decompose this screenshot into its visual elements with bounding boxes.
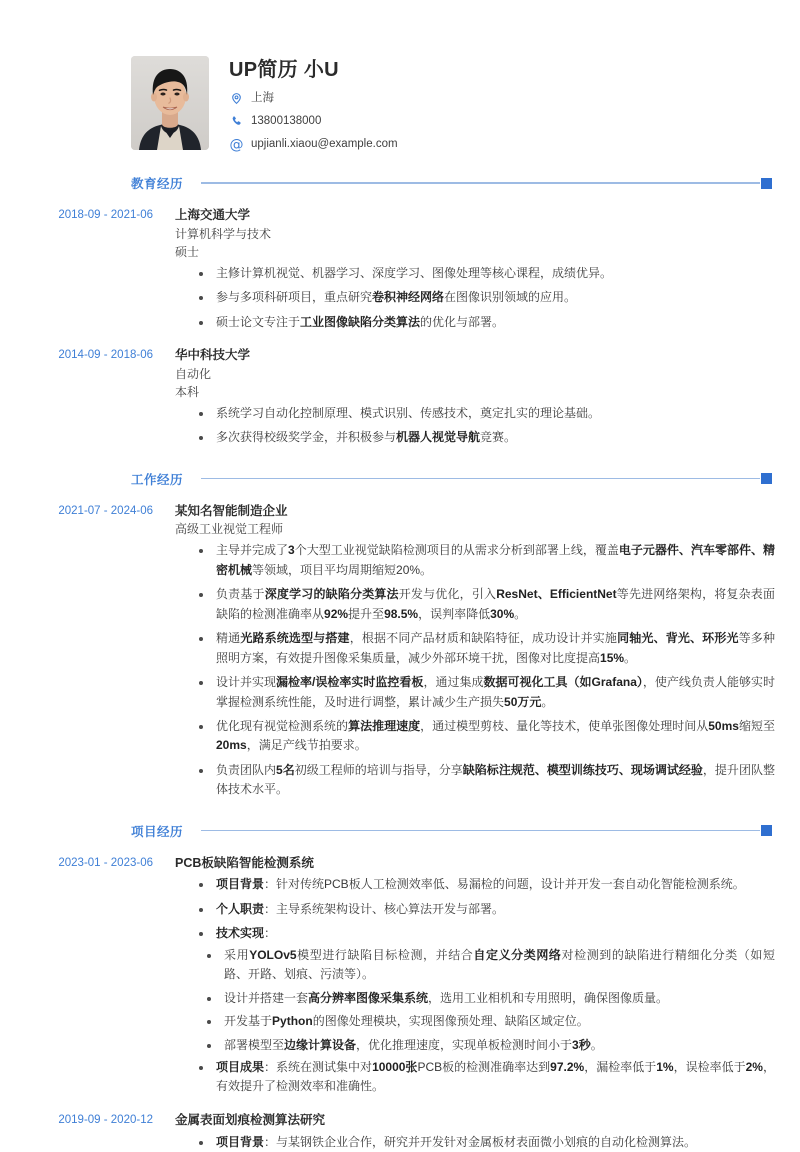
location-pin-icon <box>229 91 244 106</box>
page-title: UP简历 小U <box>229 59 339 81</box>
entry-date: 2014-09 - 2018-06 <box>58 349 153 362</box>
bullet-text: ：主导系统架构设计、核心算法开发与部署。 <box>264 901 505 916</box>
bullet-emphasis: 项目成果 <box>216 1059 265 1074</box>
bullet-emphasis: 30% <box>490 606 515 621</box>
bullet-item <box>205 946 775 985</box>
bullet-list <box>175 264 775 332</box>
bullet-text: ： <box>264 926 277 941</box>
entry-date: 2019-09 - 2020-12 <box>58 1113 153 1126</box>
bullet-text: ，漏检率低于 <box>584 1059 657 1074</box>
bullet-item <box>197 1058 775 1097</box>
contact-location <box>229 91 398 106</box>
bullet-text: 主导并完成了 <box>216 543 289 558</box>
bullet-list <box>175 404 775 448</box>
bullet-emphasis: 算法推理速度 <box>348 718 421 733</box>
bullet-emphasis: 20ms <box>216 738 247 753</box>
bullet-text: 等多种照明方案，有效提升图像采集质量，减少外部环境干扰，图像对比度提高 <box>216 631 775 665</box>
bullet-emphasis: 工业图像缺陷分类算法 <box>300 314 421 329</box>
bullet-item <box>197 428 775 447</box>
bullet-text: ，提升团队整体技术水平。 <box>216 762 775 797</box>
entry-subtitle-2: 硕士 <box>175 244 200 259</box>
entry-date: 2018-09 - 2021-06 <box>58 209 153 221</box>
bullet-item <box>197 673 775 712</box>
bullet-text: 系统学习自动化控制原理、模式识别、传感技术，奠定扎实的理论基础。 <box>216 405 601 420</box>
bullet-text: ，通过集成 <box>423 675 484 690</box>
bullet-text: ，有效提升了检测效率和准确性。 <box>216 1059 775 1094</box>
contact-phone <box>229 114 398 129</box>
bullet-emphasis: 个人职责 <box>216 901 265 916</box>
bullet-text: 部署模型至 <box>224 1037 285 1052</box>
bullet-emphasis: 92% <box>324 606 349 621</box>
bullet-emphasis: 边缘计算设备 <box>284 1037 357 1052</box>
section-title: 工作经历 <box>131 472 184 487</box>
entry-body <box>175 502 775 800</box>
bullet-text: ：与某钢铁企业合作，研究并开发针对金属板材表面微小划痕的自动化检测算法。 <box>264 1134 697 1149</box>
section-projects <box>0 822 800 1152</box>
bullet-list-after <box>175 1058 775 1097</box>
entry-body <box>175 346 775 448</box>
avatar <box>131 56 209 150</box>
bullet-emphasis: 技术实现 <box>216 926 265 941</box>
section-divider <box>201 478 760 480</box>
email-value: upjianli.xiaou@example.com <box>251 138 398 151</box>
entry-subtitle-1: 计算机科学与技术 <box>175 226 272 241</box>
bullet-text: 负责基于 <box>216 587 265 602</box>
bullet-text: 多次获得校级奖学金，并积极参与 <box>216 430 397 445</box>
bullet-emphasis: 缺陷标注规范、模型训练技巧、现场调试经验 <box>462 762 703 777</box>
bullet-text: 。 <box>624 650 637 665</box>
bullet-emphasis: 项目背景 <box>216 877 265 892</box>
phone-value: 13800138000 <box>251 115 322 128</box>
bullet-text: 参与多项科研项目，重点研究 <box>216 290 373 305</box>
bullet-text: 对检测到的缺陷进行精细化分类（如短路、开路、划痕、污渍等）。 <box>224 947 775 982</box>
bullet-text: 精通 <box>216 631 241 646</box>
bullet-text: 。 <box>514 606 527 621</box>
bullet-item <box>205 1036 775 1055</box>
bullet-text: ，选用工业相机和专用照明，确保图像质量。 <box>428 990 669 1005</box>
entry-body <box>175 206 775 332</box>
bullet-emphasis: 10000张 <box>372 1059 418 1074</box>
section-header <box>0 470 800 488</box>
bullet-text: 负责团队内 <box>216 762 277 777</box>
resume-sections <box>0 174 800 1152</box>
bullet-item <box>197 717 775 756</box>
bullet-emphasis: ResNet、EfficientNet <box>496 587 617 602</box>
resume-entry <box>0 854 800 1097</box>
bullet-item <box>197 404 775 423</box>
bullet-item <box>197 875 775 894</box>
bullet-emphasis: 15% <box>600 650 625 665</box>
entry-date: 2023-01 - 2023-06 <box>58 856 153 869</box>
bullet-emphasis: 机器人视觉导航 <box>396 430 481 445</box>
bullet-emphasis: 卷积神经网络 <box>372 290 445 305</box>
entry-subtitle-1: 自动化 <box>175 366 212 381</box>
bullet-text: 。 <box>541 694 554 709</box>
bullet-emphasis: 50ms <box>708 718 739 733</box>
contact-email <box>229 137 398 152</box>
header-info <box>229 56 398 152</box>
section-education <box>0 174 800 448</box>
entry-title: PCB板缺陷智能检测系统 <box>175 855 314 870</box>
bullet-text: 。 <box>590 1037 603 1052</box>
bullet-text: 主修计算机视觉、机器学习、深度学习、图像处理等核心课程，成绩优异。 <box>216 265 613 280</box>
bullet-item <box>197 629 775 668</box>
bullet-emphasis: YOLOv5 <box>249 947 297 962</box>
entry-subtitle-1: 高级工业视觉工程师 <box>175 522 284 537</box>
bullet-text: ，误判率降低 <box>418 606 491 621</box>
at-email-icon: @ <box>229 136 244 153</box>
bullet-text: 缩短至 <box>738 718 775 733</box>
section-marker-square <box>761 178 772 189</box>
bullet-emphasis: Python <box>272 1014 313 1029</box>
bullet-text: ，满足产线节拍要求。 <box>246 738 367 753</box>
entry-title: 金属表面划痕检测算法研究 <box>175 1112 326 1127</box>
bullet-item <box>197 900 775 919</box>
bullet-emphasis: 自定义分类网络 <box>473 947 562 962</box>
bullet-list <box>175 541 775 799</box>
section-marker-square <box>761 825 772 836</box>
section-divider <box>201 182 760 184</box>
bullet-emphasis: 电子元器件、汽车零部件、精密机械 <box>216 543 775 577</box>
bullet-emphasis: 高分辨率图像采集系统 <box>308 990 429 1005</box>
bullet-list <box>175 875 775 943</box>
location-value: 上海 <box>251 92 274 105</box>
resume-entry <box>0 206 800 332</box>
bullet-text: 硕士论文专注于 <box>216 314 301 329</box>
bullet-text: ，误检率低于 <box>673 1059 746 1074</box>
bullet-text: PCB板的检测准确率达到 <box>417 1059 551 1074</box>
entry-date: 2021-07 - 2024-06 <box>58 504 153 517</box>
bullet-item <box>197 313 775 332</box>
bullet-emphasis: 3秒 <box>572 1037 591 1052</box>
bullet-emphasis: 深度学习的缺陷分类算法 <box>264 587 399 602</box>
bullet-emphasis: 光路系统选型与搭建 <box>240 631 350 646</box>
resume-header <box>0 0 800 152</box>
bullet-item <box>197 264 775 283</box>
resume-entry <box>0 502 800 800</box>
bullet-text: 初级工程师的培训与指导，分享 <box>294 762 463 777</box>
resume-entry <box>0 1111 800 1152</box>
bullet-item <box>205 1012 775 1031</box>
sub-bullet-list <box>175 946 775 1055</box>
bullet-text: 提升至 <box>348 606 385 621</box>
bullet-text: 个大型工业视觉缺陷检测项目的从需求分析到部署上线，覆盖 <box>294 543 619 558</box>
bullet-text: 竞赛。 <box>480 430 517 445</box>
entry-subtitle-2: 本科 <box>175 384 200 399</box>
entry-body <box>175 1111 775 1152</box>
bullet-text: 开发基于 <box>224 1014 273 1029</box>
bullet-emphasis: 漏检率/误检率实时监控看板 <box>276 675 424 690</box>
bullet-emphasis: 97.2% <box>550 1059 585 1074</box>
bullet-text: 采用 <box>224 947 250 962</box>
phone-icon <box>229 114 244 129</box>
bullet-text: ：针对传统PCB板人工检测效率低、易漏检的问题，设计并开发一套自动化智能检测系统。 <box>264 877 745 892</box>
bullet-emphasis: 同轴光、背光、环形光 <box>617 631 739 646</box>
bullet-emphasis: 数据可视化工具（如Grafana） <box>483 675 643 690</box>
bullet-text: 在图像识别领域的应用。 <box>444 290 577 305</box>
bullet-text: 的优化与部署。 <box>420 314 505 329</box>
bullet-emphasis: 98.5% <box>384 606 419 621</box>
section-work <box>0 470 800 800</box>
section-divider <box>201 830 760 832</box>
bullet-text: 开发与优化，引入 <box>398 587 497 602</box>
bullet-item <box>197 541 775 580</box>
bullet-emphasis: 1% <box>656 1059 674 1074</box>
bullet-emphasis: 项目背景 <box>216 1134 265 1149</box>
bullet-item <box>205 989 775 1008</box>
section-title: 项目经历 <box>131 824 184 839</box>
section-header <box>0 822 800 840</box>
section-marker-square <box>761 473 772 484</box>
bullet-item <box>197 761 775 800</box>
entry-title: 华中科技大学 <box>175 348 251 363</box>
bullet-item <box>197 288 775 307</box>
bullet-text: ：系统在测试集中对 <box>264 1059 373 1074</box>
bullet-list <box>175 1133 775 1152</box>
section-header <box>0 174 800 192</box>
bullet-emphasis: 50万元 <box>504 694 542 709</box>
bullet-text: ，使产线负责人能够实时掌握检测系统性能，及时进行调整，累计减少生产损失 <box>216 675 775 709</box>
bullet-text: 设计并搭建一套 <box>224 990 309 1005</box>
bullet-text: 优化现有视觉检测系统的 <box>216 718 349 733</box>
entry-body <box>175 854 775 1097</box>
bullet-emphasis: 3 <box>288 543 295 558</box>
section-title: 教育经历 <box>131 177 184 191</box>
bullet-text: 等领域，项目平均周期缩短20%。 <box>252 562 433 577</box>
entry-title: 某知名智能制造企业 <box>175 503 288 518</box>
bullet-text: ，通过模型剪枝、量化等技术，使单张图像处理时间从 <box>420 718 709 733</box>
bullet-text: 设计并实现 <box>216 675 277 690</box>
entry-title: 上海交通大学 <box>175 208 251 222</box>
bullet-item <box>197 585 775 624</box>
bullet-item <box>197 1133 775 1152</box>
bullet-item <box>197 924 775 943</box>
bullet-text: 等先进网络架构，将复杂表面缺陷的检测准确率从 <box>216 587 775 621</box>
bullet-text: ，根据不同产品材质和缺陷特征，成功设计并实施 <box>349 631 618 646</box>
bullet-text: 模型进行缺陷目标检测，并结合 <box>296 947 474 962</box>
bullet-emphasis: 2% <box>745 1059 763 1074</box>
resume-entry <box>0 346 800 448</box>
bullet-emphasis: 5名 <box>276 762 295 777</box>
bullet-text: ，优化推理速度，实现单板检测时间小于 <box>356 1037 573 1052</box>
bullet-text: 的图像处理模块，实现图像预处理、缺陷区域定位。 <box>312 1014 589 1029</box>
